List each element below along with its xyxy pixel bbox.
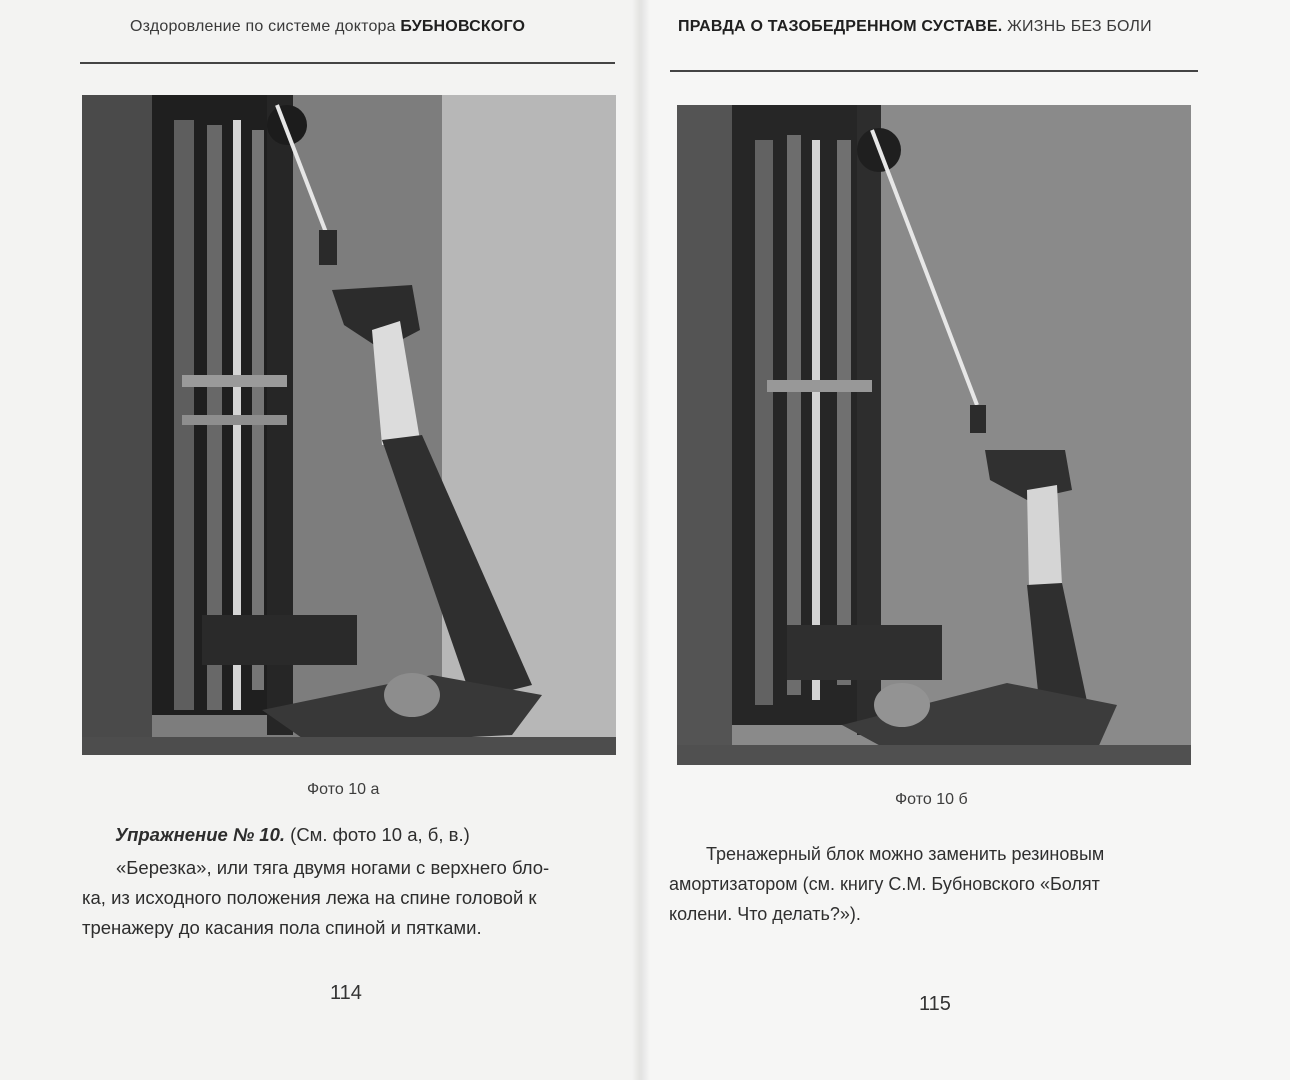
exercise-reference: (См. фото 10 а, б, в.) bbox=[285, 824, 470, 845]
photo-caption-right: Фото 10 б bbox=[895, 791, 968, 808]
exercise-photo-10a-illustration bbox=[82, 95, 616, 755]
header-rule-left bbox=[80, 62, 615, 64]
exercise-heading bbox=[115, 824, 470, 846]
running-head-left-bold: БУБНОВСКОГО bbox=[400, 18, 526, 35]
equipment-note bbox=[669, 839, 1199, 929]
exercise-label: Упражнение № 10. bbox=[115, 824, 286, 845]
exercise-description-line-1: «Березка», или тяга двумя ногами с верхнего бло- bbox=[116, 857, 550, 878]
equipment-note-line-3: колени. Что делать?»). bbox=[669, 904, 861, 924]
running-head-right-regular: ЖИЗНЬ БЕЗ БОЛИ bbox=[1002, 18, 1152, 35]
page-number-left: 114 bbox=[330, 982, 362, 1004]
equipment-note-line-1: Тренажерный блок можно заменить резиновым bbox=[706, 844, 1105, 864]
exercise-description bbox=[82, 853, 622, 943]
running-head-right-bold: ПРАВДА О ТАЗОБЕДРЕННОМ СУСТАВЕ. bbox=[678, 18, 1003, 35]
running-head-left-regular: Оздоровление по системе доктора bbox=[130, 18, 401, 35]
photo-caption-left: Фото 10 а bbox=[307, 781, 380, 798]
photo-10a bbox=[82, 95, 616, 755]
running-head-right bbox=[678, 18, 1152, 36]
left-page bbox=[0, 0, 640, 1080]
page-number-right: 115 bbox=[919, 993, 951, 1015]
running-head-left bbox=[130, 18, 525, 36]
header-rule-right bbox=[670, 70, 1198, 72]
exercise-description-line-2: ка, из исходного положения лежа на спине головой к bbox=[82, 887, 537, 908]
photo-10b bbox=[677, 105, 1191, 765]
right-page bbox=[640, 0, 1290, 1080]
equipment-note-line-2: амортизатором (см. книгу С.М. Бубновского «Болят bbox=[669, 874, 1100, 894]
exercise-photo-10b-illustration bbox=[677, 105, 1191, 765]
exercise-description-line-3: тренажеру до касания пола спиной и пятками. bbox=[82, 917, 482, 938]
